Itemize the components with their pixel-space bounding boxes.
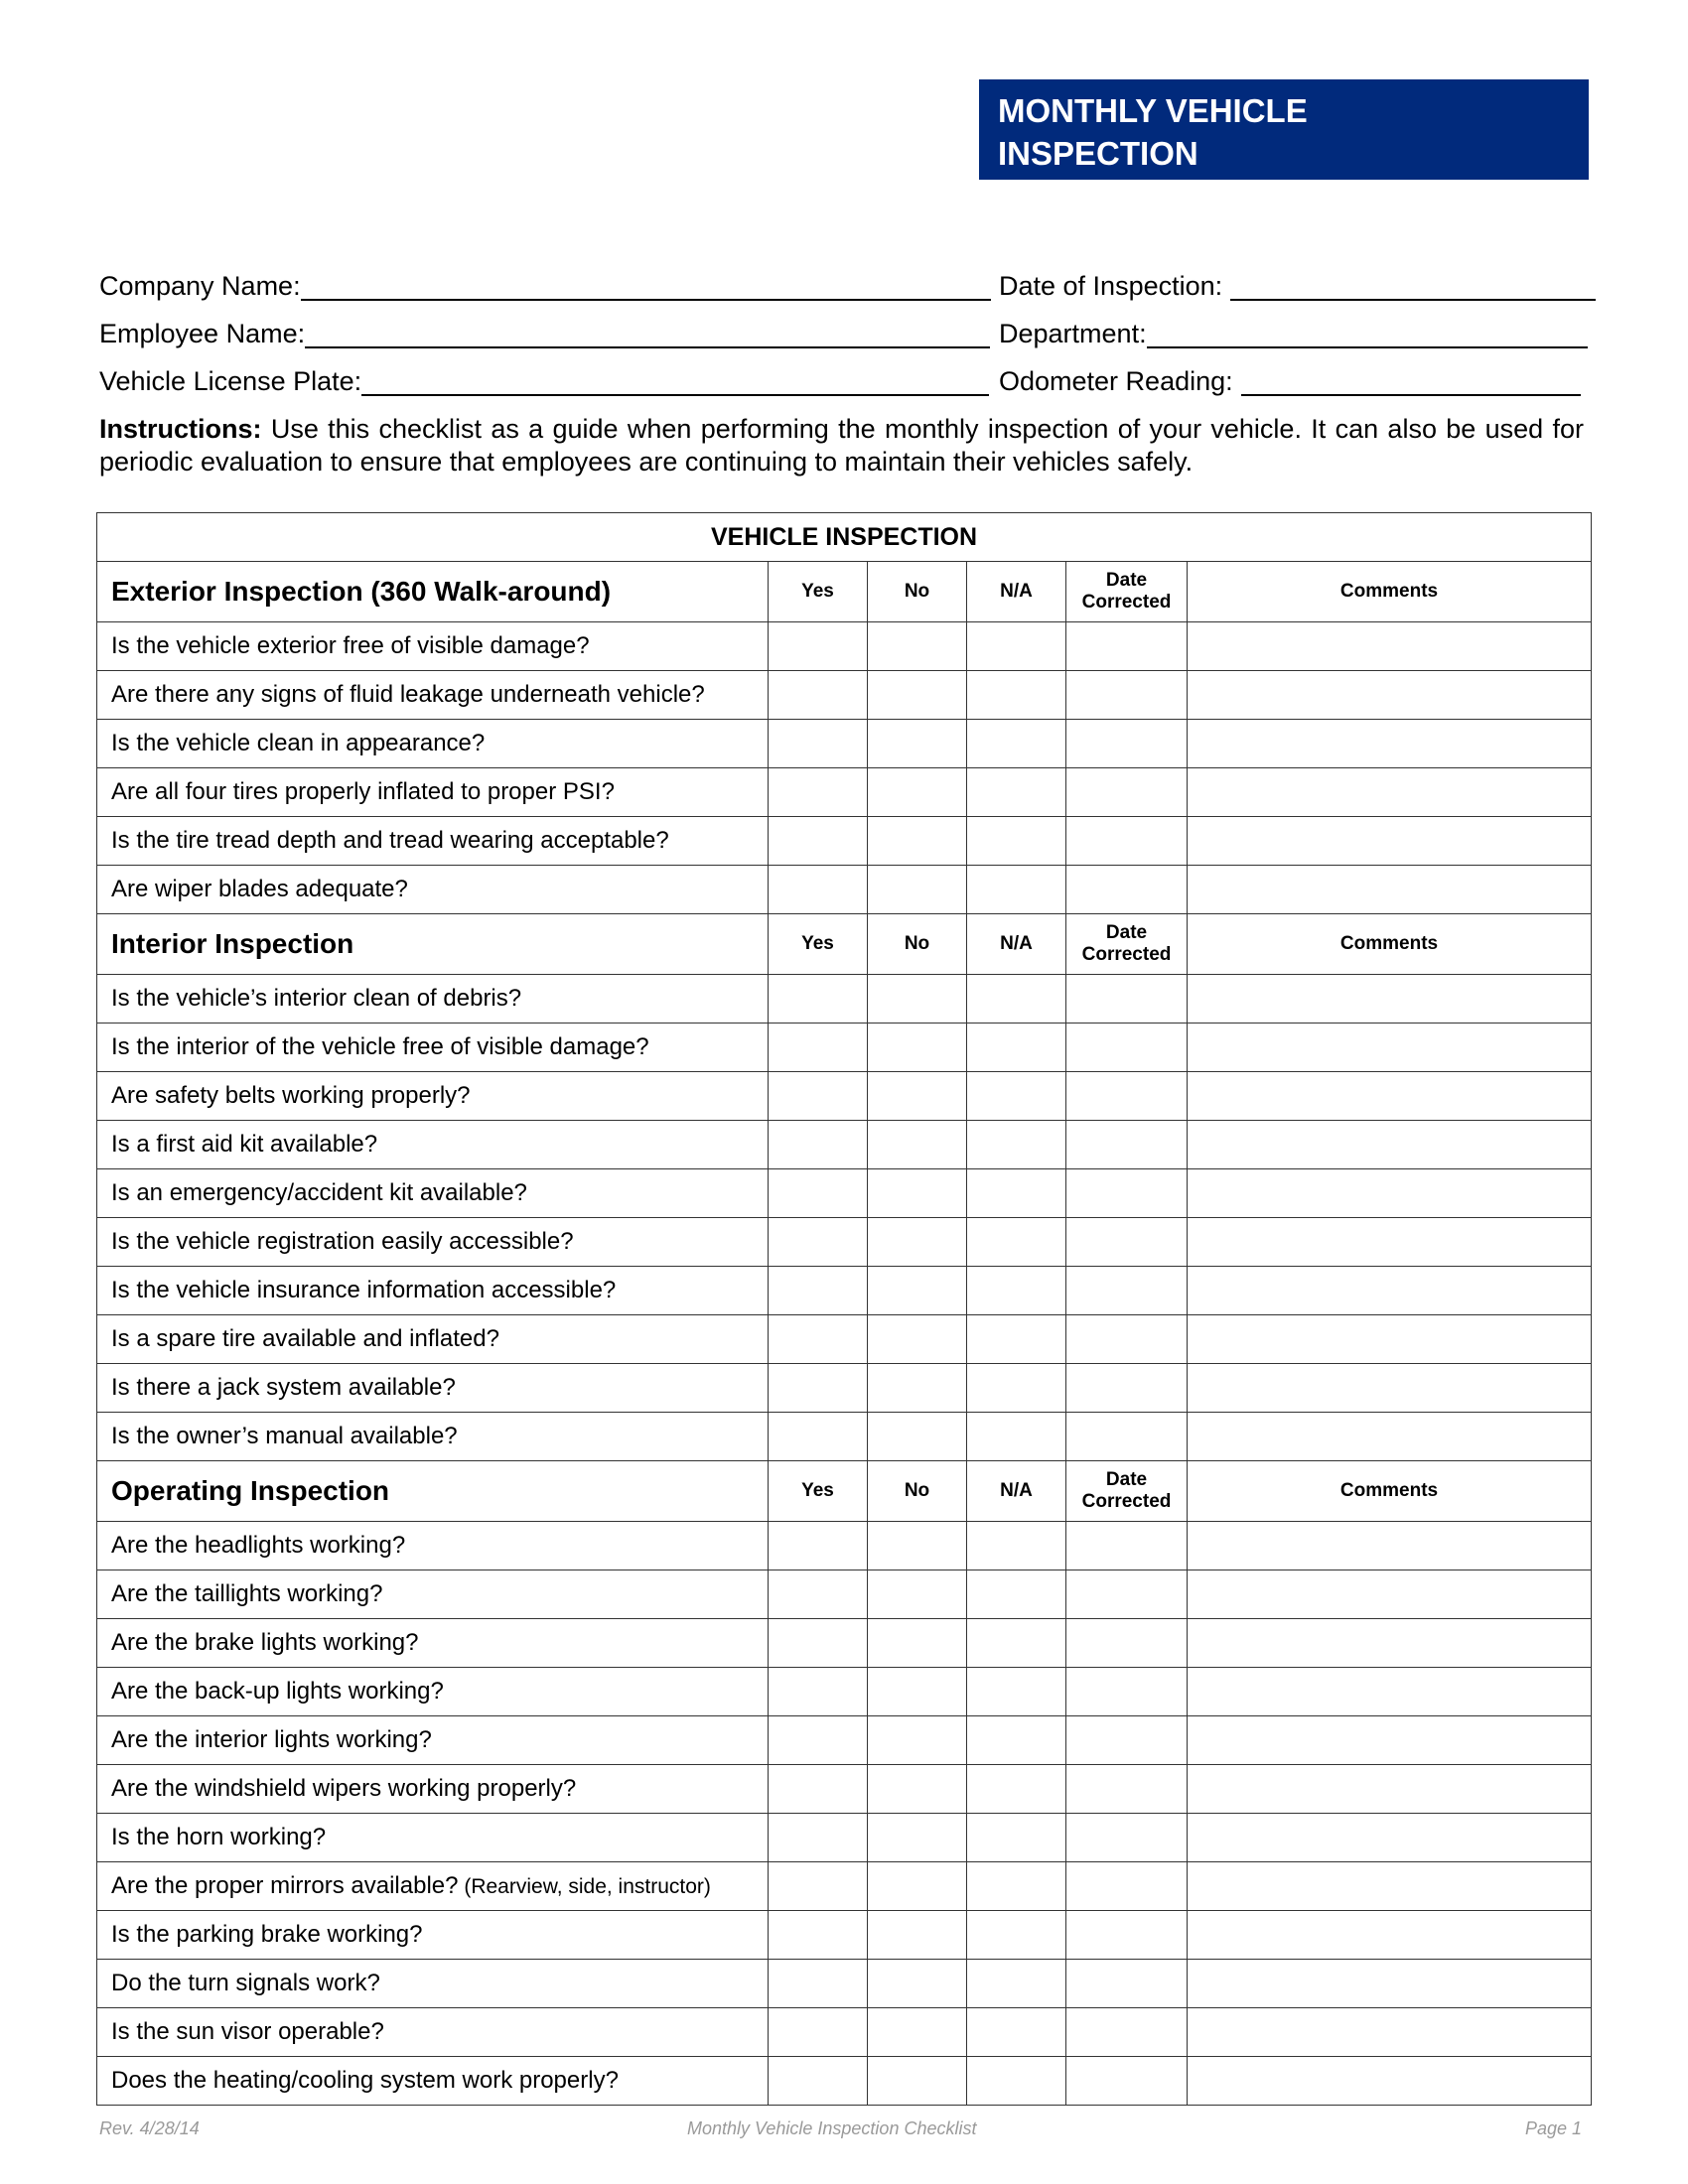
no-cell[interactable] [868, 1522, 967, 1570]
no-cell[interactable] [868, 1911, 967, 1960]
odometer-reading-input-line[interactable] [1241, 370, 1581, 396]
no-cell[interactable] [868, 1315, 967, 1364]
column-header-comments: Comments [1188, 562, 1592, 622]
na-cell[interactable] [967, 1364, 1066, 1413]
yes-cell[interactable] [769, 2008, 868, 2057]
na-cell[interactable] [967, 1619, 1066, 1668]
column-header-no: No [868, 1461, 967, 1522]
date-corrected-cell[interactable] [1066, 1960, 1188, 2008]
column-header-date-corrected: Date Corrected [1066, 1461, 1188, 1522]
question-text: Is the parking brake working? [111, 1921, 423, 1948]
yes-cell[interactable] [769, 1121, 868, 1169]
question-text: Is the vehicle exterior free of visible damage? [111, 632, 590, 659]
footer-revision: Rev. 4/28/14 [99, 2118, 200, 2138]
comments-cell[interactable] [1188, 1765, 1592, 1814]
question-cell [97, 1862, 769, 1911]
table-row [97, 622, 1592, 671]
question-text: Is a spare tire available and inflated? [111, 1325, 499, 1352]
yes-cell[interactable] [769, 1218, 868, 1267]
question-cell [97, 2008, 769, 2057]
no-cell[interactable] [868, 866, 967, 914]
comments-cell[interactable] [1188, 622, 1592, 671]
table-row [97, 768, 1592, 817]
no-cell[interactable] [868, 1716, 967, 1765]
date-of-inspection-field [999, 271, 1596, 301]
table-row [97, 720, 1592, 768]
table-row [97, 1862, 1592, 1911]
yes-cell[interactable] [769, 1814, 868, 1862]
date-corrected-cell[interactable] [1066, 817, 1188, 866]
question-text: Are wiper blades adequate? [111, 876, 408, 902]
vehicle-license-plate-input-line[interactable] [361, 370, 989, 396]
question-cell [97, 1218, 769, 1267]
na-cell[interactable] [967, 1413, 1066, 1461]
comments-cell[interactable] [1188, 1121, 1592, 1169]
no-cell[interactable] [868, 1619, 967, 1668]
table-row [97, 1072, 1592, 1121]
question-cell [97, 1413, 769, 1461]
question-text: Do the turn signals work? [111, 1970, 380, 1996]
column-header-no: No [868, 562, 967, 622]
yes-cell[interactable] [769, 1522, 868, 1570]
na-cell[interactable] [967, 1960, 1066, 2008]
na-cell[interactable] [967, 1072, 1066, 1121]
table-row [97, 1619, 1592, 1668]
no-cell[interactable] [868, 768, 967, 817]
section-title: Operating Inspection [97, 1461, 769, 1522]
comments-cell[interactable] [1188, 720, 1592, 768]
question-cell [97, 1668, 769, 1716]
date-corrected-cell[interactable] [1066, 1619, 1188, 1668]
question-text: Is a first aid kit available? [111, 1131, 378, 1158]
no-cell[interactable] [868, 1169, 967, 1218]
date-corrected-cell[interactable] [1066, 866, 1188, 914]
yes-cell[interactable] [769, 1765, 868, 1814]
employee-name-field [99, 319, 990, 348]
table-row [97, 1960, 1592, 2008]
date-corrected-cell[interactable] [1066, 1072, 1188, 1121]
no-cell[interactable] [868, 975, 967, 1024]
na-cell[interactable] [967, 1668, 1066, 1716]
column-header-yes: Yes [769, 914, 868, 975]
yes-cell[interactable] [769, 1911, 868, 1960]
comments-cell[interactable] [1188, 768, 1592, 817]
question-cell [97, 2057, 769, 2106]
question-cell [97, 671, 769, 720]
date-corrected-cell[interactable] [1066, 671, 1188, 720]
na-cell[interactable] [967, 2057, 1066, 2106]
no-cell[interactable] [868, 671, 967, 720]
question-text: Is an emergency/accident kit available? [111, 1179, 527, 1206]
question-text: Is the tire tread depth and tread wearing acceptable? [111, 827, 669, 854]
comments-cell[interactable] [1188, 1570, 1592, 1619]
yes-cell[interactable] [769, 975, 868, 1024]
form-title: MONTHLY VEHICLE INSPECTION [979, 79, 1589, 180]
date-corrected-cell[interactable] [1066, 1716, 1188, 1765]
question-text: Is the owner’s manual available? [111, 1423, 458, 1449]
vehicle-license-plate-field [99, 366, 989, 396]
question-cell [97, 1765, 769, 1814]
question-cell [97, 1716, 769, 1765]
question-cell [97, 1522, 769, 1570]
section-header-row [97, 562, 1592, 622]
no-cell[interactable] [868, 2057, 967, 2106]
question-cell [97, 1814, 769, 1862]
date-corrected-cell[interactable] [1066, 1169, 1188, 1218]
comments-cell[interactable] [1188, 817, 1592, 866]
footer-page-number: Page 1 [1525, 2118, 1583, 2138]
table-row [97, 1570, 1592, 1619]
question-cell [97, 1364, 769, 1413]
date-corrected-cell[interactable] [1066, 622, 1188, 671]
comments-cell[interactable] [1188, 1218, 1592, 1267]
date-corrected-cell[interactable] [1066, 1413, 1188, 1461]
no-cell[interactable] [868, 1570, 967, 1619]
no-cell[interactable] [868, 1218, 967, 1267]
table-row [97, 1364, 1592, 1413]
na-cell[interactable] [967, 866, 1066, 914]
na-cell[interactable] [967, 1169, 1066, 1218]
question-text: Does the heating/cooling system work properly? [111, 2067, 619, 2094]
na-cell[interactable] [967, 1716, 1066, 1765]
vehicle-license-plate-label: Vehicle License Plate: [99, 366, 362, 396]
yes-cell[interactable] [769, 2057, 868, 2106]
yes-cell[interactable] [769, 1364, 868, 1413]
question-cell [97, 1960, 769, 2008]
yes-cell[interactable] [769, 1413, 868, 1461]
table-row [97, 2057, 1592, 2106]
na-cell[interactable] [967, 817, 1066, 866]
table-row [97, 1024, 1592, 1072]
question-text: Are the back-up lights working? [111, 1678, 444, 1705]
comments-cell[interactable] [1188, 1911, 1592, 1960]
question-cell [97, 1619, 769, 1668]
table-row [97, 1814, 1592, 1862]
question-cell [97, 1267, 769, 1315]
question-cell [97, 1121, 769, 1169]
comments-cell[interactable] [1188, 1315, 1592, 1364]
table-row [97, 2008, 1592, 2057]
na-cell[interactable] [967, 720, 1066, 768]
yes-cell[interactable] [769, 817, 868, 866]
column-header-na: N/A [967, 1461, 1066, 1522]
yes-cell[interactable] [769, 1619, 868, 1668]
no-cell[interactable] [868, 1072, 967, 1121]
yes-cell[interactable] [769, 1668, 868, 1716]
table-row [97, 1522, 1592, 1570]
yes-cell[interactable] [769, 768, 868, 817]
instructions-label: Instructions: [99, 414, 262, 444]
section-header-row [97, 1461, 1592, 1522]
yes-cell[interactable] [769, 1716, 868, 1765]
table-row [97, 1413, 1592, 1461]
na-cell[interactable] [967, 2008, 1066, 2057]
vehicle-inspection-table [96, 512, 1592, 2106]
yes-cell[interactable] [769, 720, 868, 768]
date-corrected-cell[interactable] [1066, 2008, 1188, 2057]
question-text: Are all four tires properly inflated to proper PSI? [111, 778, 615, 805]
na-cell[interactable] [967, 1911, 1066, 1960]
na-cell[interactable] [967, 1522, 1066, 1570]
date-corrected-cell[interactable] [1066, 1668, 1188, 1716]
table-row [97, 1315, 1592, 1364]
comments-cell[interactable] [1188, 1619, 1592, 1668]
question-cell [97, 1911, 769, 1960]
question-text: Is the horn working? [111, 1824, 327, 1850]
column-header-no: No [868, 914, 967, 975]
odometer-reading-field [999, 366, 1581, 396]
date-corrected-cell[interactable] [1066, 1911, 1188, 1960]
date-corrected-cell[interactable] [1066, 1218, 1188, 1267]
column-header-na: N/A [967, 562, 1066, 622]
employee-name-input-line[interactable] [305, 323, 990, 348]
no-cell[interactable] [868, 1121, 967, 1169]
no-cell[interactable] [868, 2008, 967, 2057]
instructions-text: Use this checklist as a guide when performing the monthly inspection of your vehicle. It can also be used for periodic evaluation to ensure that employees are continuing to maintain their vehicles safely. [99, 414, 1584, 477]
na-cell[interactable] [967, 1315, 1066, 1364]
na-cell[interactable] [967, 1570, 1066, 1619]
instructions [99, 413, 1584, 478]
table-row [97, 1716, 1592, 1765]
table-row [97, 1121, 1592, 1169]
date-corrected-cell[interactable] [1066, 1315, 1188, 1364]
question-cell [97, 768, 769, 817]
yes-cell[interactable] [769, 622, 868, 671]
na-cell[interactable] [967, 1862, 1066, 1911]
question-text: Are the brake lights working? [111, 1629, 419, 1656]
column-header-date-corrected: Date Corrected [1066, 914, 1188, 975]
question-cell [97, 1072, 769, 1121]
question-cell [97, 1570, 769, 1619]
yes-cell[interactable] [769, 1024, 868, 1072]
comments-cell[interactable] [1188, 1072, 1592, 1121]
table-row [97, 866, 1592, 914]
department-label: Department: [999, 319, 1147, 348]
no-cell[interactable] [868, 720, 967, 768]
question-text: Is there a jack system available? [111, 1374, 456, 1401]
question-text: Are the proper mirrors available? [111, 1872, 459, 1899]
question-text: Are there any signs of fluid leakage underneath vehicle? [111, 681, 705, 708]
table-row [97, 817, 1592, 866]
no-cell[interactable] [868, 1024, 967, 1072]
na-cell[interactable] [967, 622, 1066, 671]
date-corrected-cell[interactable] [1066, 1024, 1188, 1072]
section-title: Exterior Inspection (360 Walk-around) [97, 562, 769, 622]
question-text: Are safety belts working properly? [111, 1082, 471, 1109]
question-text: Is the vehicle clean in appearance? [111, 730, 486, 756]
na-cell[interactable] [967, 671, 1066, 720]
comments-cell[interactable] [1188, 1522, 1592, 1570]
na-cell[interactable] [967, 975, 1066, 1024]
question-cell [97, 622, 769, 671]
question-text: Are the headlights working? [111, 1532, 406, 1559]
column-header-yes: Yes [769, 1461, 868, 1522]
comments-cell[interactable] [1188, 1267, 1592, 1315]
table-row [97, 1169, 1592, 1218]
comments-cell[interactable] [1188, 2008, 1592, 2057]
comments-cell[interactable] [1188, 1668, 1592, 1716]
department-field [999, 319, 1588, 348]
comments-cell[interactable] [1188, 1169, 1592, 1218]
date-of-inspection-input-line[interactable] [1230, 275, 1596, 301]
na-cell[interactable] [967, 1814, 1066, 1862]
no-cell[interactable] [868, 1960, 967, 2008]
date-corrected-cell[interactable] [1066, 1814, 1188, 1862]
yes-cell[interactable] [769, 1169, 868, 1218]
question-text: Is the vehicle’s interior clean of debris? [111, 985, 522, 1012]
no-cell[interactable] [868, 622, 967, 671]
question-cell [97, 866, 769, 914]
yes-cell[interactable] [769, 1960, 868, 2008]
no-cell[interactable] [868, 1765, 967, 1814]
table-row [97, 975, 1592, 1024]
column-header-na: N/A [967, 914, 1066, 975]
na-cell[interactable] [967, 1121, 1066, 1169]
no-cell[interactable] [868, 1668, 967, 1716]
yes-cell[interactable] [769, 1570, 868, 1619]
comments-cell[interactable] [1188, 1413, 1592, 1461]
table-row [97, 671, 1592, 720]
date-corrected-cell[interactable] [1066, 1364, 1188, 1413]
date-corrected-cell[interactable] [1066, 1862, 1188, 1911]
yes-cell[interactable] [769, 1072, 868, 1121]
date-corrected-cell[interactable] [1066, 2057, 1188, 2106]
employee-name-label: Employee Name: [99, 319, 306, 348]
company-name-field [99, 271, 991, 301]
question-text: Are the interior lights working? [111, 1726, 432, 1753]
yes-cell[interactable] [769, 671, 868, 720]
company-name-label: Company Name: [99, 271, 301, 301]
question-cell [97, 720, 769, 768]
table-row [97, 1911, 1592, 1960]
na-cell[interactable] [967, 1218, 1066, 1267]
table-row [97, 1218, 1592, 1267]
question-text: Is the vehicle registration easily accessible? [111, 1228, 574, 1255]
table-caption: VEHICLE INSPECTION [97, 513, 1592, 562]
date-corrected-cell[interactable] [1066, 1522, 1188, 1570]
column-header-comments: Comments [1188, 1461, 1592, 1522]
footer-document-title: Monthly Vehicle Inspection Checklist [687, 2118, 977, 2138]
date-of-inspection-label: Date of Inspection: [999, 271, 1223, 301]
department-input-line[interactable] [1147, 323, 1588, 348]
yes-cell[interactable] [769, 866, 868, 914]
question-cell [97, 1169, 769, 1218]
na-cell[interactable] [967, 1024, 1066, 1072]
comments-cell[interactable] [1188, 671, 1592, 720]
question-cell [97, 1024, 769, 1072]
date-corrected-cell[interactable] [1066, 1267, 1188, 1315]
na-cell[interactable] [967, 768, 1066, 817]
comments-cell[interactable] [1188, 1364, 1592, 1413]
comments-cell[interactable] [1188, 1814, 1592, 1862]
question-cell [97, 1315, 769, 1364]
company-name-input-line[interactable] [301, 275, 991, 301]
no-cell[interactable] [868, 1364, 967, 1413]
question-text: Is the vehicle insurance information accessible? [111, 1277, 617, 1303]
na-cell[interactable] [967, 1765, 1066, 1814]
comments-cell[interactable] [1188, 2057, 1592, 2106]
yes-cell[interactable] [769, 1267, 868, 1315]
date-corrected-cell[interactable] [1066, 1121, 1188, 1169]
column-header-comments: Comments [1188, 914, 1592, 975]
date-corrected-cell[interactable] [1066, 720, 1188, 768]
date-corrected-cell[interactable] [1066, 975, 1188, 1024]
question-text: Is the sun visor operable? [111, 2018, 384, 2045]
no-cell[interactable] [868, 1413, 967, 1461]
no-cell[interactable] [868, 1267, 967, 1315]
comments-cell[interactable] [1188, 866, 1592, 914]
question-note: (Rearview, side, instructor) [458, 1875, 711, 1898]
section-title: Interior Inspection [97, 914, 769, 975]
question-cell [97, 975, 769, 1024]
question-text: Are the windshield wipers working properly? [111, 1775, 577, 1802]
table-row [97, 1267, 1592, 1315]
yes-cell[interactable] [769, 1862, 868, 1911]
column-header-yes: Yes [769, 562, 868, 622]
table-row [97, 1668, 1592, 1716]
question-text: Is the interior of the vehicle free of visible damage? [111, 1033, 649, 1060]
comments-cell[interactable] [1188, 975, 1592, 1024]
section-header-row [97, 914, 1592, 975]
no-cell[interactable] [868, 1862, 967, 1911]
yes-cell[interactable] [769, 1315, 868, 1364]
date-corrected-cell[interactable] [1066, 1765, 1188, 1814]
comments-cell[interactable] [1188, 1862, 1592, 1911]
question-cell [97, 817, 769, 866]
table-row [97, 1765, 1592, 1814]
odometer-reading-label: Odometer Reading: [999, 366, 1233, 396]
no-cell[interactable] [868, 817, 967, 866]
comments-cell[interactable] [1188, 1024, 1592, 1072]
question-text: Are the taillights working? [111, 1580, 383, 1607]
date-corrected-cell[interactable] [1066, 1570, 1188, 1619]
na-cell[interactable] [967, 1267, 1066, 1315]
comments-cell[interactable] [1188, 1716, 1592, 1765]
column-header-date-corrected: Date Corrected [1066, 562, 1188, 622]
no-cell[interactable] [868, 1814, 967, 1862]
comments-cell[interactable] [1188, 1960, 1592, 2008]
date-corrected-cell[interactable] [1066, 768, 1188, 817]
